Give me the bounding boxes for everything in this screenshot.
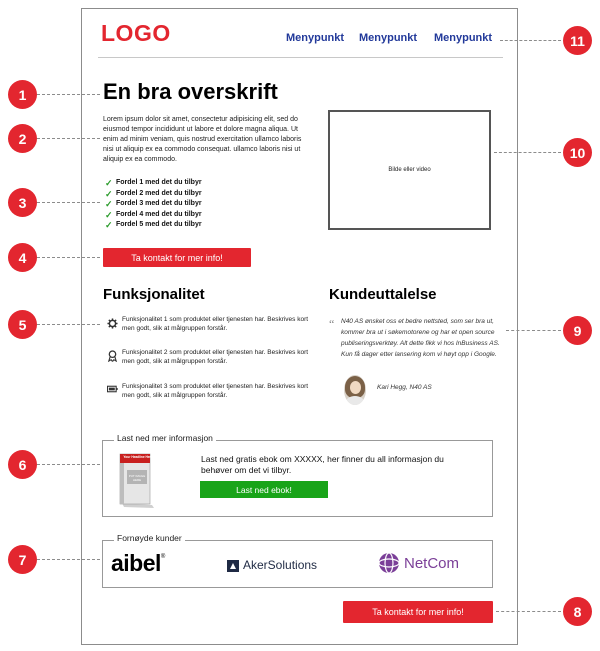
- client-name: AkerSolutions: [243, 558, 318, 572]
- callout-marker-11: 11: [563, 26, 592, 55]
- quote-icon: “: [329, 317, 335, 331]
- callout-marker-3: 3: [8, 188, 37, 217]
- testimonial-quote: N40 AS ønsket oss et bedre nettsted, som ser bra ut, kommer bra ut i søkemotorene og har et open source publiseringsverktøy. Alt dette fikk vi hos InBusiness AS. Kun få dager etter lansering kom vi høyt opp i Google.: [341, 318, 500, 358]
- callout-marker-1: 1: [8, 80, 37, 109]
- ebook-title: Your Headline Here: [123, 455, 153, 459]
- callout-line-9: [506, 330, 561, 331]
- callout-marker-6: 6: [8, 450, 37, 479]
- header-divider: [98, 57, 503, 58]
- callout-line-8: [496, 611, 561, 612]
- benefit-list: [105, 178, 202, 231]
- checkmark-icon: ✓: [105, 209, 113, 220]
- benefit-item: [105, 178, 202, 189]
- ebook-subtitle: PUT IMAGE HERE: [128, 474, 146, 482]
- menu-item-1[interactable]: Menypunkt: [286, 32, 345, 44]
- benefit-label: Fordel 4 med det du tilbyr: [116, 210, 202, 218]
- benefit-item: [105, 220, 202, 231]
- menu-item-3[interactable]: Menypunkt: [434, 32, 493, 44]
- contact-button-top[interactable]: Ta kontakt for mer info!: [103, 248, 251, 267]
- callout-marker-8: 8: [563, 597, 592, 626]
- checkmark-icon: ✓: [105, 188, 113, 199]
- callout-line-5: [37, 324, 100, 325]
- client-logo-aibel[interactable]: aibel ®: [111, 550, 166, 576]
- callout-marker-10: 10: [563, 138, 592, 167]
- benefit-label: Fordel 5 med det du tilbyr: [116, 221, 202, 228]
- callout-line-11: [500, 40, 561, 41]
- callout-line-3: [37, 202, 100, 203]
- client-logo-netcom[interactable]: [378, 552, 459, 574]
- contact-button-bottom[interactable]: Ta kontakt for mer info!: [343, 601, 493, 623]
- benefit-item: [105, 199, 202, 210]
- benefit-label: Fordel 2 med det du tilbyr: [116, 189, 202, 197]
- callout-line-2: [37, 138, 100, 139]
- intro-text: Lorem ipsum dolor sit amet, consectetur adipisicing elit, sed do eiusmod tempor incididunt ut labore et dolore magna aliqua. Ut enim ad minim veniam, quis nostrud exercitation ullamco laboris nisi ut aliquip ex ea commodo consequat. ullamco laboris nisi ut aliquip ex ea commodo.: [103, 116, 302, 163]
- callout-line-7: [37, 559, 100, 560]
- avatar: [344, 375, 366, 405]
- callout-line-6: [37, 464, 100, 465]
- ebook-cover-icon[interactable]: [118, 453, 156, 508]
- feature-text-2: Funksjonalitet 2 som produktet eller tjenesten har. Beskrives kort men godt, slik at målgruppen forstår.: [122, 349, 309, 365]
- download-legend: Last ned mer informasjon: [114, 433, 216, 443]
- checkmark-icon: ✓: [105, 178, 113, 188]
- callout-marker-2: 2: [8, 124, 37, 153]
- download-text: Last ned gratis ebok om XXXXX, her finner du all informasjon du behøver om det vi tilbyr.: [201, 454, 444, 475]
- testimonial-author: Kari Hegg, N40 AS: [377, 384, 432, 391]
- callout-marker-5: 5: [8, 310, 37, 339]
- download-ebook-button[interactable]: Last ned ebok!: [200, 481, 328, 498]
- gear-icon: [106, 317, 118, 329]
- page-headline: En bra overskrift: [103, 79, 278, 104]
- checkmark-icon: ✓: [105, 220, 113, 230]
- aker-mark-icon: [227, 559, 239, 571]
- testimonial-title: Kundeuttalelse: [329, 286, 437, 303]
- client-logo-aker[interactable]: [227, 558, 317, 572]
- menu-item-2[interactable]: Menypunkt: [359, 32, 418, 44]
- callout-line-10: [494, 152, 561, 153]
- feature-text-3: Funksjonalitet 3 som produktet eller tjenesten har. Beskrives kort men godt, slik at målgruppen forstår.: [122, 383, 309, 399]
- callout-line-4: [37, 257, 100, 258]
- callout-marker-7: 7: [8, 545, 37, 574]
- logo[interactable]: LOGO: [101, 20, 171, 46]
- feature-text-1: Funksjonalitet 1 som produktet eller tjenesten har. Beskrives kort men godt, slik at målgruppen forstår.: [122, 316, 309, 332]
- client-name: NetCom: [404, 554, 460, 572]
- award-icon: [106, 350, 118, 362]
- benefit-item: [105, 189, 202, 200]
- netcom-globe-icon: [378, 552, 400, 574]
- callout-line-1: [37, 94, 100, 95]
- download-box: [102, 440, 493, 517]
- clients-legend: Fornøyde kunder: [114, 533, 185, 543]
- video-placeholder[interactable]: Bilde eller video: [328, 110, 491, 230]
- features-title: Funksjonalitet: [103, 286, 205, 303]
- benefit-label: Fordel 3 med det du tilbyr: [116, 200, 202, 207]
- benefit-label: Fordel 1 med det du tilbyr: [116, 179, 202, 186]
- client-name: aibel: [111, 550, 161, 576]
- callout-marker-4: 4: [8, 243, 37, 272]
- callout-marker-9: 9: [563, 316, 592, 345]
- battery-icon: [106, 383, 118, 395]
- benefit-item: [105, 210, 202, 221]
- checkmark-icon: ✓: [105, 199, 113, 209]
